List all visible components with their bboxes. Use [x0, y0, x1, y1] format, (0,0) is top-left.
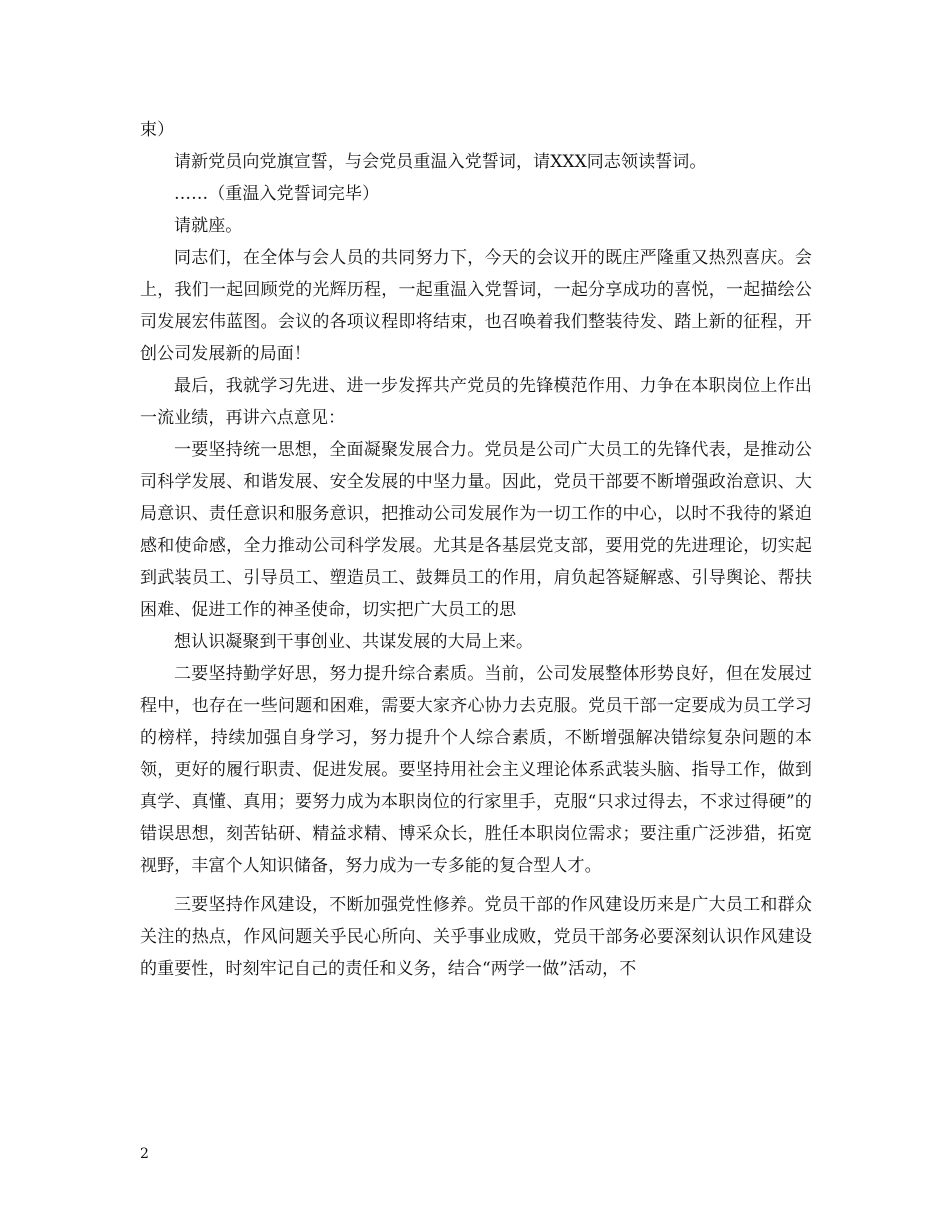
paragraph-be-seated: 请就座。: [174, 216, 243, 236]
page-number: 2: [140, 1146, 149, 1162]
paragraph-oath-instruction: 请新党员向党旗宣誓，与会党员重温入党誓词，请XXX同志领读誓词。: [174, 152, 707, 172]
paragraph-point-three: 三要坚持作风建设，不断加强党性修养。党员干部的作风建设历来是广大员工和群众关注的热点，作风问题关乎民心所向、关乎事业成败，党员干部务必要深刻认识作风建设的重要性，时刻牢记自己的责任和义务，结合“两学一做”活动，不: [140, 895, 812, 979]
document-body: [140, 114, 812, 985]
paragraph-oath-complete: ……（重温入党誓词完毕）: [174, 184, 380, 204]
paragraph-continuation: 束）: [140, 120, 175, 140]
paragraph-point-one: 一要坚持统一思想，全面凝聚发展合力。党员是公司广大员工的先锋代表，是推动公司科学发展、和谐发展、安全发展的中坚力量。因此，党员干部要不断增强政治意识、大局意识、责任意识和服务意识，把推动公司发展作为一切工作的中心，以时不我待的紧迫感和使命感，全力推动公司科学发展。尤其是各基层党支部，要用党的先进理论，切实起到武装员工、引导员工、塑造员工、鼓舞员工的作用，肩负起答疑解惑、引导舆论、帮扶困难、促进工作的神圣使命，切实把广大员工的思: [140, 440, 812, 620]
paragraph-comrades: 同志们，在全体与会人员的共同努力下，今天的会议开的既庄严隆重又热烈喜庆。会上，我们一起回顾党的光辉历程，一起重温入党誓词，一起分享成功的喜悦，一起描绘公司发展宏伟蓝图。会议的各项议程即将结束，也召唤着我们整装待发、踏上新的征程，开创公司发展新的局面！: [140, 248, 812, 364]
paragraph-finally: 最后，我就学习先进、进一步发挥共产党员的先锋模范作用、力争在本职岗位上作出一流业绩，再讲六点意见：: [140, 376, 812, 428]
paragraph-point-one-continued: 想认识凝聚到干事创业、共谋发展的大局上来。: [174, 632, 534, 652]
paragraph-point-two: 二要坚持勤学好思，努力提升综合素质。当前，公司发展整体形势良好，但在发展过程中，也存在一些问题和困难，需要大家齐心协力去克服。党员干部一定要成为员工学习的榜样，持续加强自身学习，努力提升个人综合素质，不断增强解决错综复杂问题的本领，更好的履行职责、促进发展。要坚持用社会主义理论体系武装头脑、指导工作，做到真学、真懂、真用；要努力成为本职岗位的行家里手，克服“只求过得去，不求过得硬”的错误思想，刻苦钻研、精益求精、博采众长，胜任本职岗位需求；要注重广泛涉猎，拓宽视野，丰富个人知识储备，努力成为一专多能的复合型人才。: [140, 664, 812, 876]
